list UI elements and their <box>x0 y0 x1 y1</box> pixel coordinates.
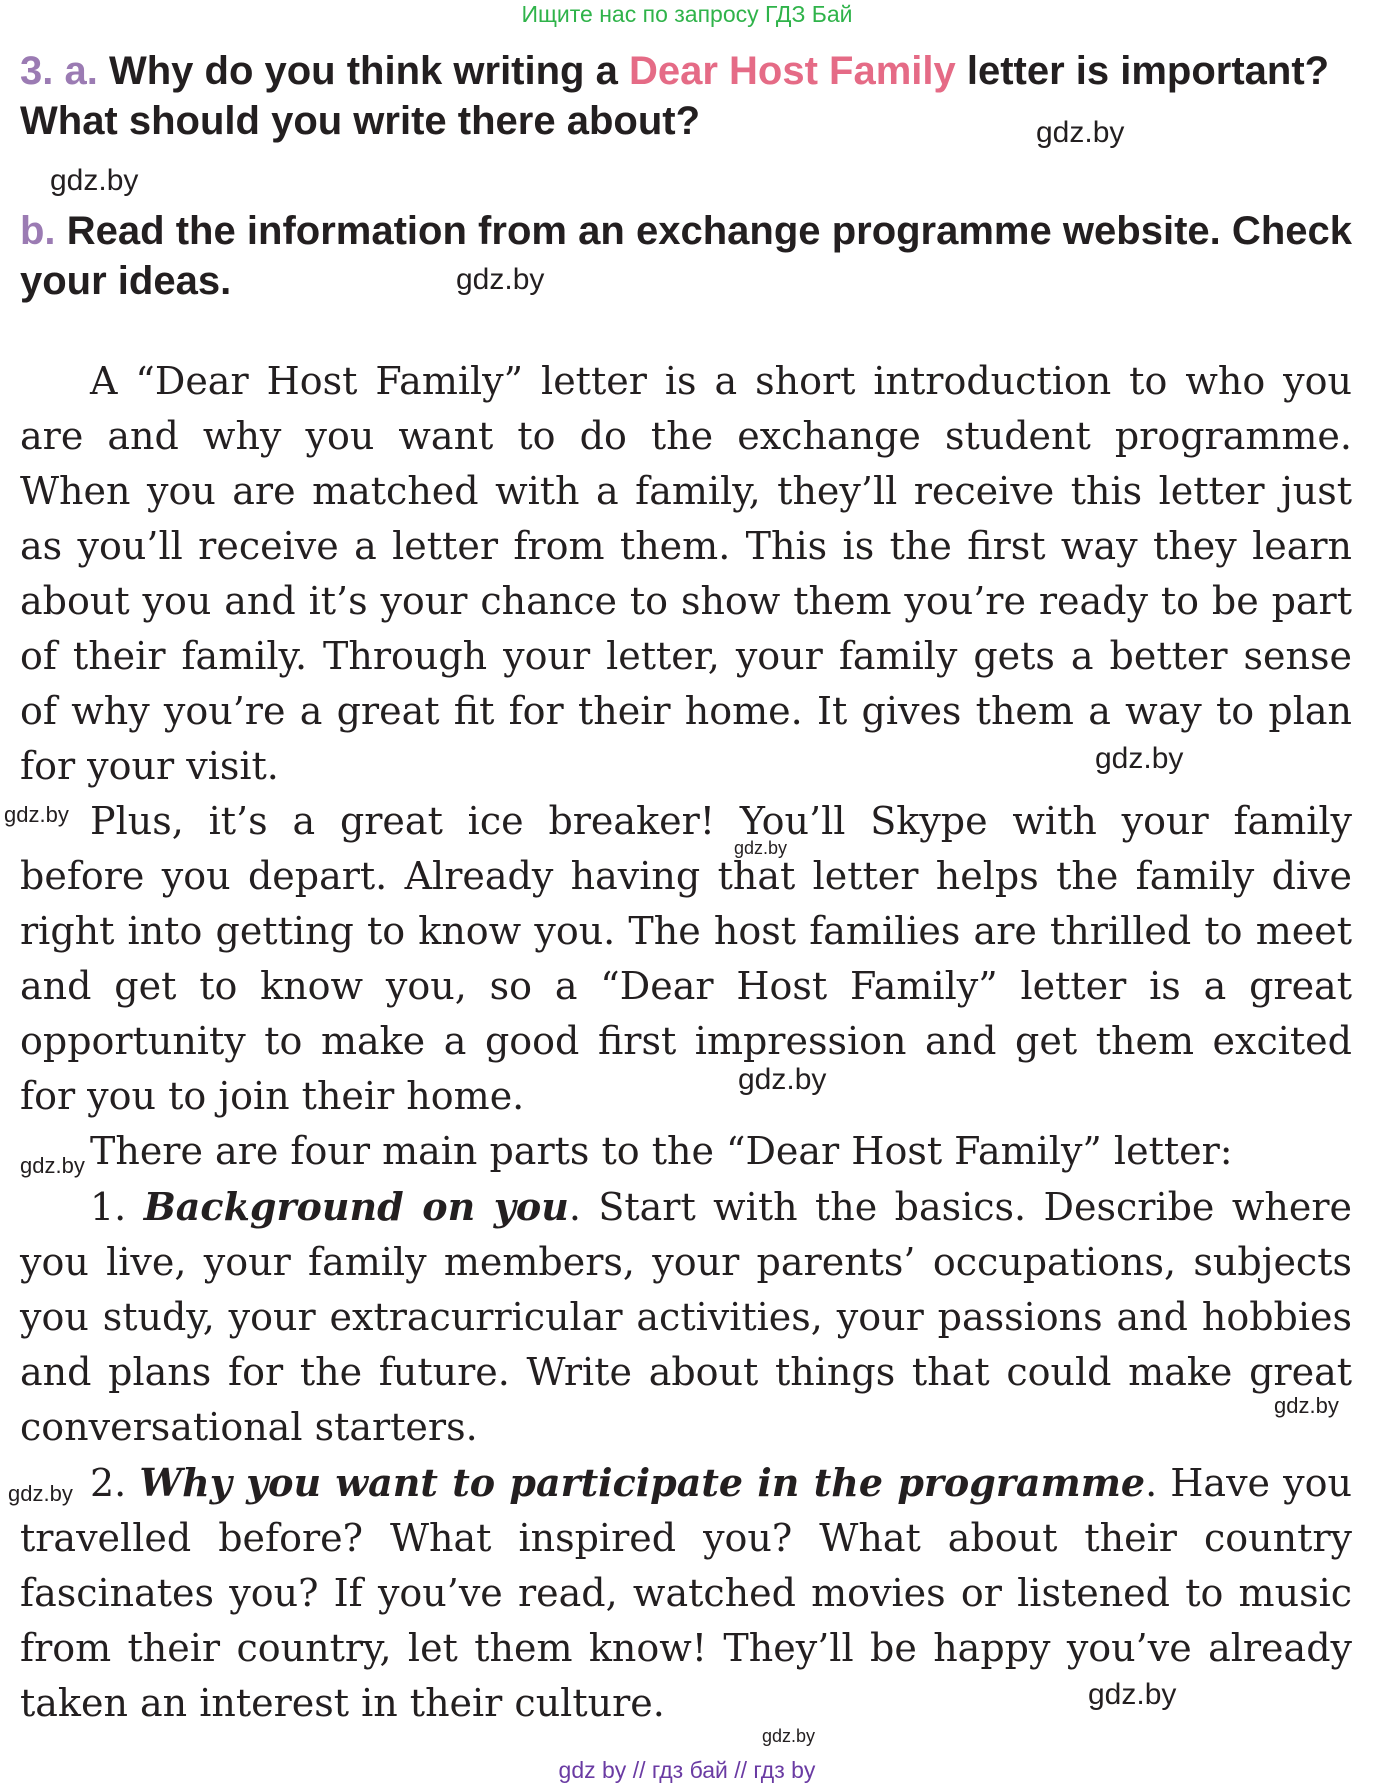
watermark: gdz.by <box>1095 742 1184 775</box>
watermark: gdz.by <box>738 1063 827 1096</box>
watermark: gdz.by <box>734 838 788 858</box>
task-letter-b: b. <box>20 209 56 253</box>
task-letter-a: a. <box>64 49 98 93</box>
point-2-number: 2. <box>90 1461 127 1505</box>
watermark: gdz.by <box>1036 116 1125 149</box>
task-number: 3. <box>20 49 54 93</box>
watermark: gdz.by <box>1088 1678 1177 1711</box>
watermark: gdz.by <box>1274 1393 1339 1418</box>
footer-links: gdz by // гдз бай // гдз by <box>558 1757 816 1783</box>
point-2-text: . Have you travelled before? What inspired you? What about their country fascinates you? If you’ve read, watched movies or listened to music from their country, let them know! They’ll be happy you’ve already taken an interest in their culture. <box>20 1461 1352 1725</box>
article-text <box>20 354 1352 1731</box>
task-b-text: Read the information from an exchange programme website. Check your ideas. <box>20 209 1352 303</box>
task-3b <box>20 206 1352 306</box>
paragraph-2: Plus, it’s a great ice breaker! You’ll Skype with your family before you depart. Already having that letter helps the family dive right into getting to know you. The host families are thrilled to meet and get to know you, so a “Dear Host Family” letter is a great opportunity to make a good first impression and get them excited for you to join their home. <box>20 799 1352 1118</box>
point-1-heading: Background on you <box>143 1184 569 1229</box>
point-1-number: 1. <box>90 1185 127 1229</box>
watermark: gdz.by <box>762 1726 816 1746</box>
task-a-text-after: letter is important? What should you write there about? <box>20 49 1330 143</box>
point-1-text: . Start with the basics. Describe where you live, your family members, your parents’ occupations, subjects you study, your extracurricular activities, your passions and hobbies and plans for the future. Write about things that could make great conversational starters. <box>20 1185 1352 1449</box>
task-a-highlight: Dear Host Family <box>628 49 956 93</box>
watermark: gdz.by <box>456 263 545 296</box>
point-2-heading: Why you want to participate in the programme <box>139 1460 1146 1505</box>
watermark: gdz.by <box>50 164 139 197</box>
point-1 <box>20 1179 1352 1455</box>
paragraph-1: A “Dear Host Family” letter is a short introduction to who you are and why you want to do the exchange student programme. When you are matched with a family, they’ll receive this letter just as you’ll receive a letter from them. This is the first way they learn about you and it’s your chance to show them you’re ready to be part of their family. Through your letter, your family gets a better sense of why you’re a great fit for their home. It gives them a way to plan for your visit. <box>20 359 1352 788</box>
watermark: gdz.by <box>20 1153 85 1178</box>
paragraph-3: There are four main parts to the “Dear Host Family” letter: <box>90 1129 1233 1173</box>
task-a-text-before: Why do you think writing a <box>108 49 629 93</box>
watermark: gdz.by <box>8 1481 73 1506</box>
task-3a <box>20 46 1352 146</box>
search-banner: Ищите нас по запросу ГДЗ Бай <box>521 1 853 27</box>
watermark: gdz.by <box>4 802 69 827</box>
